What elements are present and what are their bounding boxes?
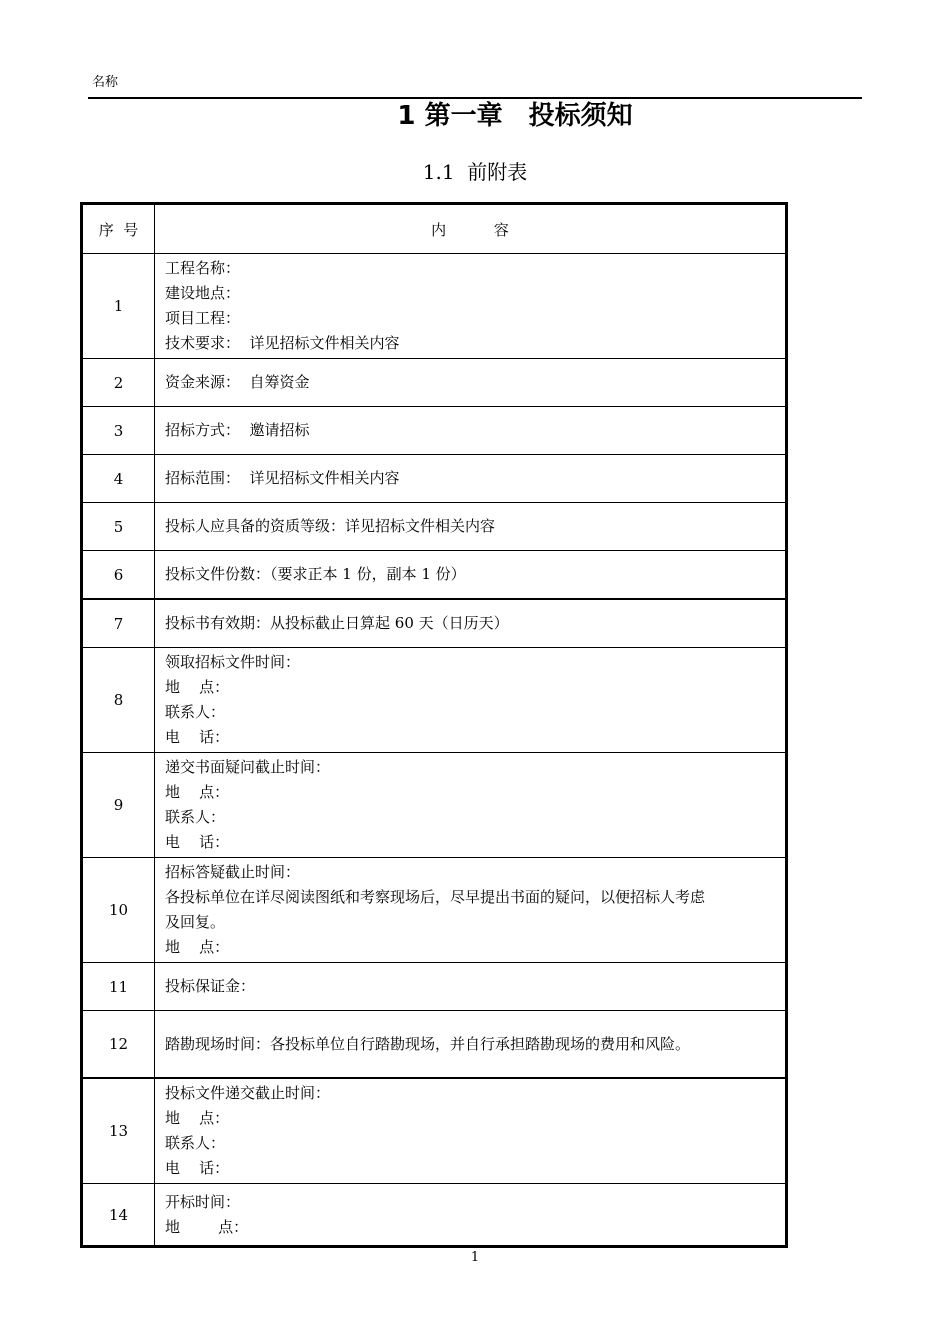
content-line: 电 话： <box>165 1159 230 1177</box>
row-number: 8 <box>82 648 155 753</box>
content-line: 招标答疑截止时间： <box>165 863 301 881</box>
content-line: 招标方式： 邀请招标 <box>165 421 310 439</box>
table-row <box>82 858 787 963</box>
content-line: 联系人： <box>165 1134 226 1152</box>
row-content <box>155 359 787 407</box>
content-line: 技术要求： 详见招标文件相关内容 <box>165 334 400 352</box>
row-content <box>155 648 787 753</box>
content-line: 投标保证金： <box>165 977 256 995</box>
row-number: 7 <box>82 599 155 648</box>
row-content <box>155 455 787 503</box>
row-number: 14 <box>82 1184 155 1247</box>
table-row <box>82 648 787 753</box>
row-content <box>155 1184 787 1247</box>
chapter-title: 1 第一章 投标须知 <box>397 101 633 131</box>
content-line: 领取招标文件时间： <box>165 653 301 671</box>
row-number: 2 <box>82 359 155 407</box>
content-line: 联系人： <box>165 703 226 721</box>
row-content <box>155 1011 787 1079</box>
table-row <box>82 1078 787 1184</box>
row-number: 3 <box>82 407 155 455</box>
content-line: 地 点： <box>165 1109 230 1127</box>
row-content <box>155 1078 787 1184</box>
row-number: 12 <box>82 1011 155 1079</box>
content-line: 招标范围： 详见招标文件相关内容 <box>165 469 400 487</box>
table-row <box>82 455 787 503</box>
table-row <box>82 753 787 858</box>
content-line: 开标时间： <box>165 1192 241 1211</box>
table-row <box>82 599 787 648</box>
content-line: 电 话： <box>165 728 230 746</box>
content-line: 递交书面疑问截止时间： <box>165 758 331 776</box>
row-content <box>155 551 787 600</box>
content-line: 地 点： <box>165 678 230 696</box>
page-number: 1 <box>470 1250 480 1265</box>
content-line: 工程名称： <box>165 259 241 277</box>
row-number: 10 <box>82 858 155 963</box>
row-content <box>155 503 787 551</box>
content-line: 踏勘现场时间：各投标单位自行踏勘现场，并自行承担踏勘现场的费用和风险。 <box>165 1034 691 1053</box>
front-table <box>80 202 788 1248</box>
row-content <box>155 858 787 963</box>
table-row <box>82 963 787 1011</box>
table-row <box>82 503 787 551</box>
row-content <box>155 753 787 858</box>
content-line: 地 点： <box>165 1217 249 1236</box>
row-number: 11 <box>82 963 155 1011</box>
content-line: 投标文件递交截止时间： <box>165 1084 331 1102</box>
row-number: 4 <box>82 455 155 503</box>
table-row <box>82 254 787 359</box>
row-content <box>155 407 787 455</box>
content-line: 各投标单位在详尽阅读图纸和考察现场后，尽早提出书面的疑问，以便招标人考虑 <box>165 888 706 906</box>
table-row <box>82 407 787 455</box>
content-line: 建设地点： <box>165 284 241 302</box>
content-line: 项目工程： <box>165 309 241 327</box>
row-number: 6 <box>82 551 155 600</box>
content-line: 联系人： <box>165 808 226 826</box>
content-line: 地 点： <box>165 938 230 956</box>
column-header-seq: 序 号 <box>82 204 155 254</box>
row-number: 13 <box>82 1078 155 1184</box>
header-doc-name: 名称 <box>92 75 119 90</box>
content-line: 投标文件份数：（要求正本 1 份，副本 1 份） <box>165 565 466 583</box>
row-number: 1 <box>82 254 155 359</box>
table-row <box>82 1011 787 1079</box>
row-content <box>155 963 787 1011</box>
table-row <box>82 551 787 600</box>
row-number: 9 <box>82 753 155 858</box>
table-row <box>82 359 787 407</box>
content-line: 投标书有效期：从投标截止日算起 60 天（日历天） <box>165 614 509 632</box>
content-line: 电 话： <box>165 833 230 851</box>
row-content <box>155 599 787 648</box>
content-line: 资金来源： 自筹资金 <box>165 373 310 391</box>
content-line: 地 点： <box>165 783 230 801</box>
section-title: 1.1 前附表 <box>422 160 528 184</box>
row-content <box>155 254 787 359</box>
column-header-content: 内 容 <box>155 204 787 254</box>
table-row <box>82 1184 787 1247</box>
content-line: 投标人应具备的资质等级：详见招标文件相关内容 <box>165 517 496 535</box>
row-number: 5 <box>82 503 155 551</box>
content-line: 及回复。 <box>165 913 226 931</box>
